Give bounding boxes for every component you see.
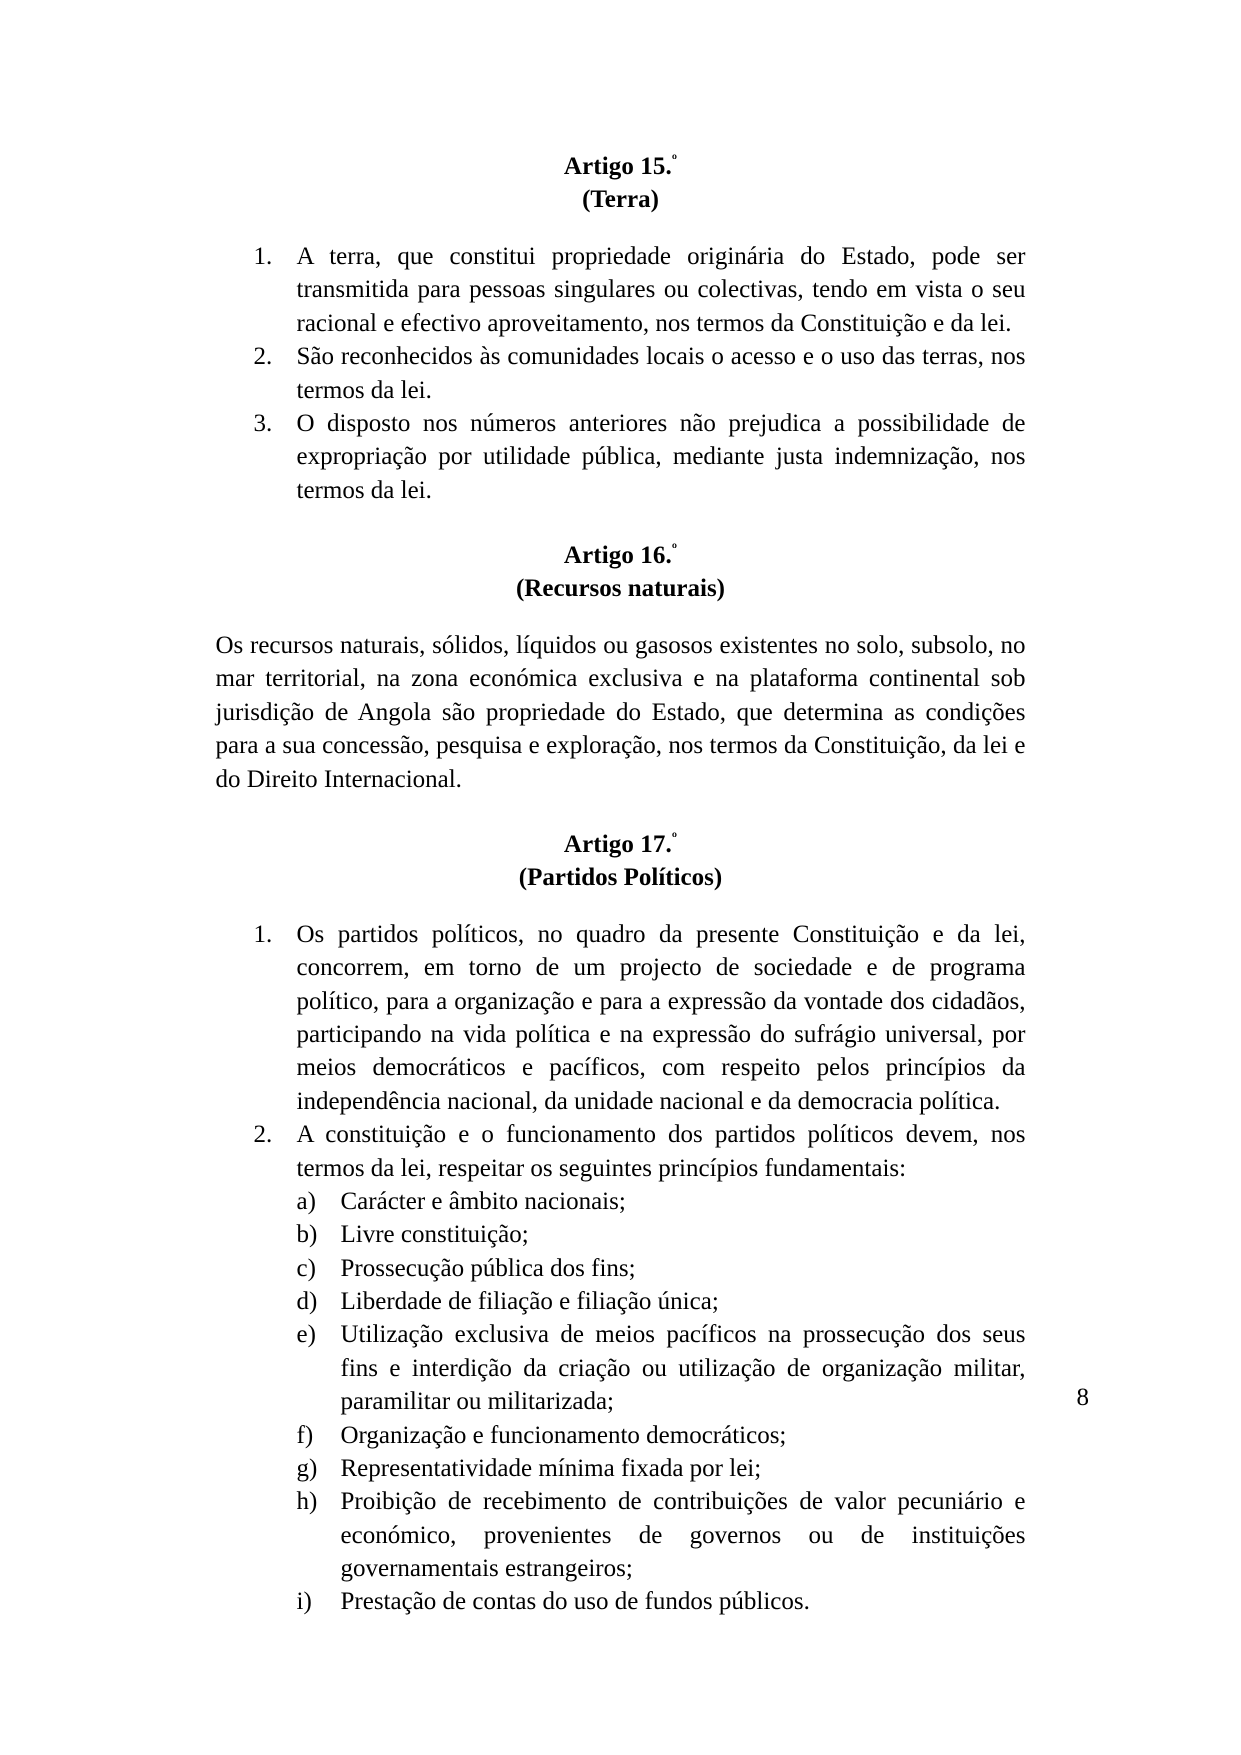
spacer xyxy=(216,507,1026,539)
article-16-paragraph: Os recursos naturais, sólidos, líquidos ou gasosos existentes no solo, subsolo, no mar territorial, na zona económica exclusiva e na plataforma continental sob jurisdição de Angola são propriedade do Estado, que determina as condições para a sua concessão, pesquisa e exploração, nos termos da Constituição, da lei e do Direito Internacional. xyxy=(215,632,1026,793)
spacer xyxy=(216,216,1026,240)
list-item xyxy=(254,1118,1026,1619)
sub-list-item-marker: d) xyxy=(296,1288,318,1315)
ordinal-mark: º xyxy=(671,540,678,558)
list-item-text: São reconhecidos às comunidades locais o acesso e o uso das terras, nos termos da lei. xyxy=(296,343,1026,404)
sub-list-item xyxy=(297,1485,1026,1585)
article-number: Artigo 16.$^º$ xyxy=(563,540,678,569)
sub-list-item-text: Carácter e âmbito nacionais; xyxy=(340,1187,626,1215)
article-15-item-list xyxy=(216,240,1026,507)
sub-list-item xyxy=(297,1285,1026,1318)
sub-list-item-text: Utilização exclusiva de meios pacíficos na prossecução dos seus fins e interdição da criação ou utilização de organização militar, paramilitar ou militarizada; xyxy=(340,1321,1026,1416)
sub-list-item-text: Liberdade de filiação e filiação única; xyxy=(340,1288,719,1315)
spacer xyxy=(216,894,1026,918)
sub-list-item xyxy=(297,1252,1026,1285)
list-item-text: Os partidos políticos, no quadro da presente Constituição e da lei, concorrem, em torno de um projecto de sociedade e de programa político, para a organização e para a expressão da vontade dos cidadãos, participando na vida política e na expressão do sufrágio universal, por meios democráticos e pacíficos, com respeito pelos princípios da independência nacional, da unidade nacional e da democracia política. xyxy=(296,920,1026,1115)
list-item xyxy=(254,240,1026,340)
list-item-marker: 2. xyxy=(253,1121,273,1149)
sub-list-item-marker: f) xyxy=(296,1421,314,1449)
page-content xyxy=(216,150,1026,1619)
sub-list-item xyxy=(297,1419,1026,1452)
sub-list-item xyxy=(297,1585,1026,1618)
article-subtitle: (Partidos Políticos) xyxy=(518,863,723,891)
list-item-marker: 1. xyxy=(253,920,273,948)
list-item-text: O disposto nos números anteriores não prejudica a possibilidade de expropriação por utilidade pública, mediante justa indemnização, nos termos da lei. xyxy=(296,409,1026,504)
ordinal-mark: º xyxy=(671,151,678,169)
sub-list-item xyxy=(297,1218,1026,1251)
sub-list-item-marker: a) xyxy=(296,1187,316,1215)
sub-list-item-marker: e) xyxy=(296,1321,316,1349)
article-17-item-list xyxy=(216,918,1026,1619)
article-17-sub-item-list xyxy=(297,1185,1026,1619)
article-number: Artigo 17.$^º$ xyxy=(563,829,678,858)
list-item xyxy=(254,407,1026,507)
sub-list-item-marker: g) xyxy=(296,1454,318,1482)
article-subtitle: (Terra) xyxy=(582,186,659,213)
page-number: 8 xyxy=(1076,1384,1089,1411)
article-subtitle: (Recursos naturais) xyxy=(515,575,725,602)
article-heading-artigo-16 xyxy=(216,539,1026,605)
list-item-marker: 1. xyxy=(253,243,273,270)
sub-list-item xyxy=(297,1452,1026,1485)
list-item-marker: 2. xyxy=(253,343,273,371)
sub-list-item-marker: c) xyxy=(296,1254,316,1282)
sub-list-item-text: Organização e funcionamento democráticos; xyxy=(340,1421,787,1449)
article-heading-artigo-15 xyxy=(216,150,1026,216)
sub-list-item-marker: b) xyxy=(296,1221,318,1249)
list-item xyxy=(254,918,1026,1118)
spacer xyxy=(216,796,1026,828)
sub-list-item-text: Proibição de recebimento de contribuições de valor pecuniário e económico, provenientes de governos ou de instituições governamentais estrangeiros; xyxy=(340,1488,1026,1582)
list-item-text: A constituição e o funcionamento dos partidos políticos devem, nos termos da lei, respeitar os seguintes princípios fundamentais: xyxy=(296,1121,1026,1182)
sub-list-item-marker: h) xyxy=(296,1488,318,1516)
sub-list-item-text: Prossecução pública dos fins; xyxy=(340,1254,636,1282)
sub-list-item-text: Representatividade mínima fixada por lei; xyxy=(340,1454,762,1482)
article-heading-artigo-17 xyxy=(216,828,1026,894)
sub-list-item-text: Prestação de contas do uso de fundos públicos. xyxy=(340,1588,810,1616)
sub-list-item-text: Livre constituição; xyxy=(340,1221,529,1249)
list-item-marker: 3. xyxy=(253,409,273,437)
sub-list-item xyxy=(297,1318,1026,1418)
sub-list-item-marker: i) xyxy=(296,1588,312,1616)
spacer xyxy=(216,605,1026,629)
sub-list-item xyxy=(297,1185,1026,1218)
list-item xyxy=(254,340,1026,407)
list-item-text: A terra, que constitui propriedade originária do Estado, pode ser transmitida para pessoas singulares ou colectivas, tendo em vista o seu racional e efectivo aproveitamento, nos termos da Constituição e da lei. xyxy=(296,243,1026,337)
article-number: Artigo 15.$^º$ xyxy=(563,151,678,180)
ordinal-mark: º xyxy=(671,829,678,847)
